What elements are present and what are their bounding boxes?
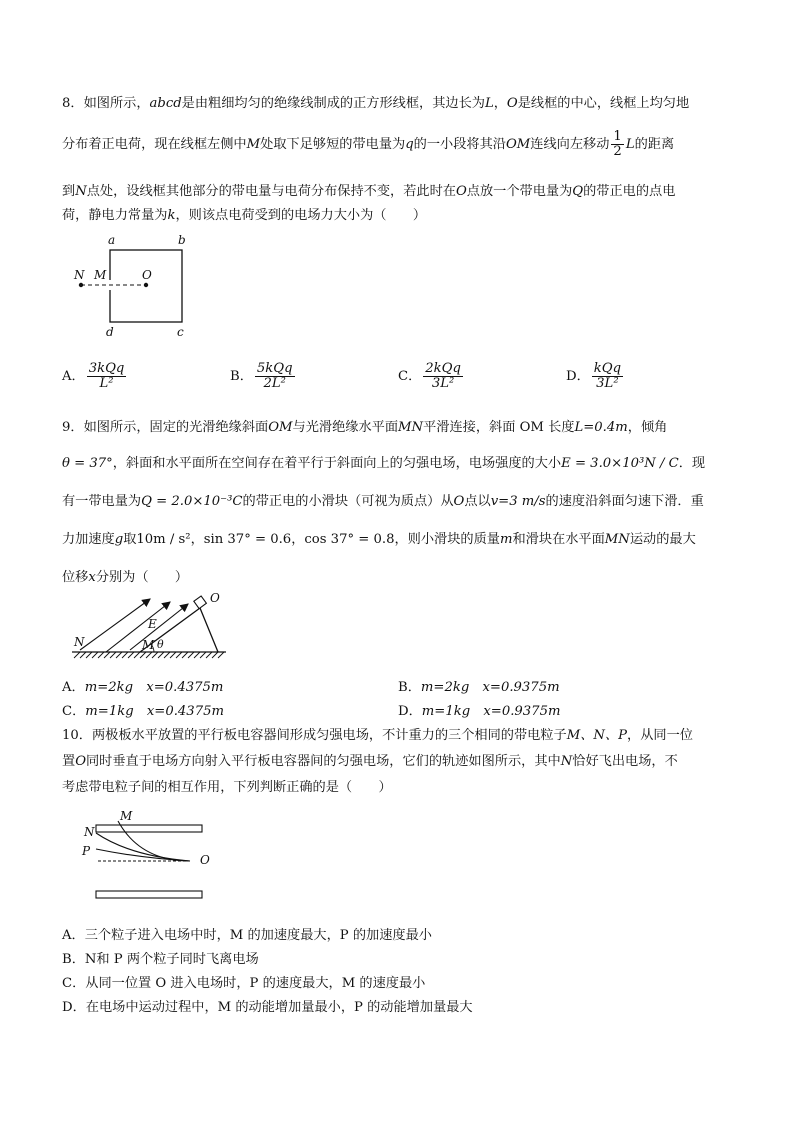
label-theta: θ [157,638,164,651]
q8-fraction-half: $\frac{1}{2}$ [613,129,622,159]
label-c: c [177,325,184,339]
label-N: N [74,268,85,282]
q9-option-d[interactable]: D．m=1kg x=0.9375m [398,704,561,719]
q9-option-b[interactable]: B．m=2kg x=0.9375m [398,680,560,695]
label-M: M [142,638,155,652]
slider-block [194,596,207,609]
label-b: b [178,233,186,247]
label-O: O [200,853,210,867]
q10-line-2: 置O同时垂直于电场方向射入平行板电容器间的匀强电场，它们的轨迹如图所示，其中N恰好飞出电场，不 [62,754,678,769]
q9-option-c[interactable]: C．m=1kg x=0.4375m [62,704,224,719]
q9-line-1: 9．如图所示，固定的光滑绝缘斜面OM与光滑绝缘水平面MN平滑连接，斜面 OM 长度L=0.4m，倾角 [62,420,668,435]
label-M: M [94,268,107,282]
q9-option-a[interactable]: A．m=2kg x=0.4375m [62,680,224,695]
label-d: d [106,325,114,339]
q10-option-d[interactable]: D．在电场中运动过程中，M 的动能增加量最小，P 的动能增加量最大 [62,1000,473,1015]
q10-line-1: 10．两极板水平放置的平行板电容器间形成匀强电场，不计重力的三个相同的带电粒子M、N、P，从同一位 [62,728,693,743]
label-O: O [210,591,220,605]
q10-option-c[interactable]: C．从同一位置 O 进入电场时，P 的速度最大，M 的速度最小 [62,976,426,991]
q8-option-b[interactable]: B． $\frac{\text{5kQq}}{\text{2L²}}$ [230,361,293,391]
q8-option-c[interactable]: C． $\frac{\text{2kQq}}{\text{3L²}}$ [398,361,461,391]
q9-incline-diagram [70,591,230,662]
q10-option-a[interactable]: A．三个粒子进入电场中时，M 的加速度最大，P 的加速度最小 [62,928,432,943]
q8-line-3: 到N点处，设线框其他部分的带电量与电荷分布保持不变，若此时在O点放一个带电量为Q的带正电的点电 [62,184,676,199]
q8-line-2: 分布着正电荷，现在线框左侧中M处取下足够短的带电量为q的一小段将其沿OM连线向左移动 $\frac{1}{2}$ L的距离 [62,129,675,159]
label-M: M [120,809,133,823]
label-O: O [142,268,152,282]
q8-square-frame-diagram [70,230,200,345]
label-a: a [108,233,116,247]
q8-line-1: 8．如图所示，abcd是由粗细均匀的绝缘线制成的正方形线框，其边长为L，O是线框的中心，线框上均匀地 [62,96,690,111]
top-plate [96,825,202,832]
incline-back [200,608,218,652]
q9-line-2: θ = 37°，斜面和水平面所在空间存在着平行于斜面向上的匀强电场，电场强度的大小E = 3.0×10³N / C．现 [62,456,706,471]
q8-option-d[interactable]: D． $\frac{\text{kQq}}{\text{3L²}}$ [566,361,622,391]
q10-line-3: 考虑带电粒子间的相互作用，下列判断正确的是（ ） [62,780,392,795]
q9-line-4: 力加速度g取10m / s²，sin 37° = 0.6，cos 37° = 0.8，则小滑块的质量m和滑块在水平面MN运动的最大 [62,532,696,547]
q9-line-5: 位移x分别为（ ） [62,570,189,585]
bottom-plate [96,891,202,898]
point-N [79,283,83,287]
q9-line-3: 有一带电量为Q = 2.0×10⁻³C的带正电的小滑块（可视为质点）从O点以v=3 m/s的速度沿斜面匀速下滑．重 [62,494,704,509]
q8-line-4: 荷，静电力常量为k，则该点电荷受到的电场力大小为（ ） [62,208,427,223]
label-P: P [82,844,91,858]
q8-option-a[interactable]: A． $\frac{\text{3kQq}}{\text{L²}}$ [62,361,125,391]
label-E: E [148,617,157,631]
label-N: N [84,825,95,839]
q10-option-b[interactable]: B．N和 P 两个粒子同时飞离电场 [62,952,259,967]
ground-hatching [74,652,224,658]
point-O [144,283,148,287]
q10-capacitor-diagram [80,806,230,906]
label-N: N [74,635,85,649]
